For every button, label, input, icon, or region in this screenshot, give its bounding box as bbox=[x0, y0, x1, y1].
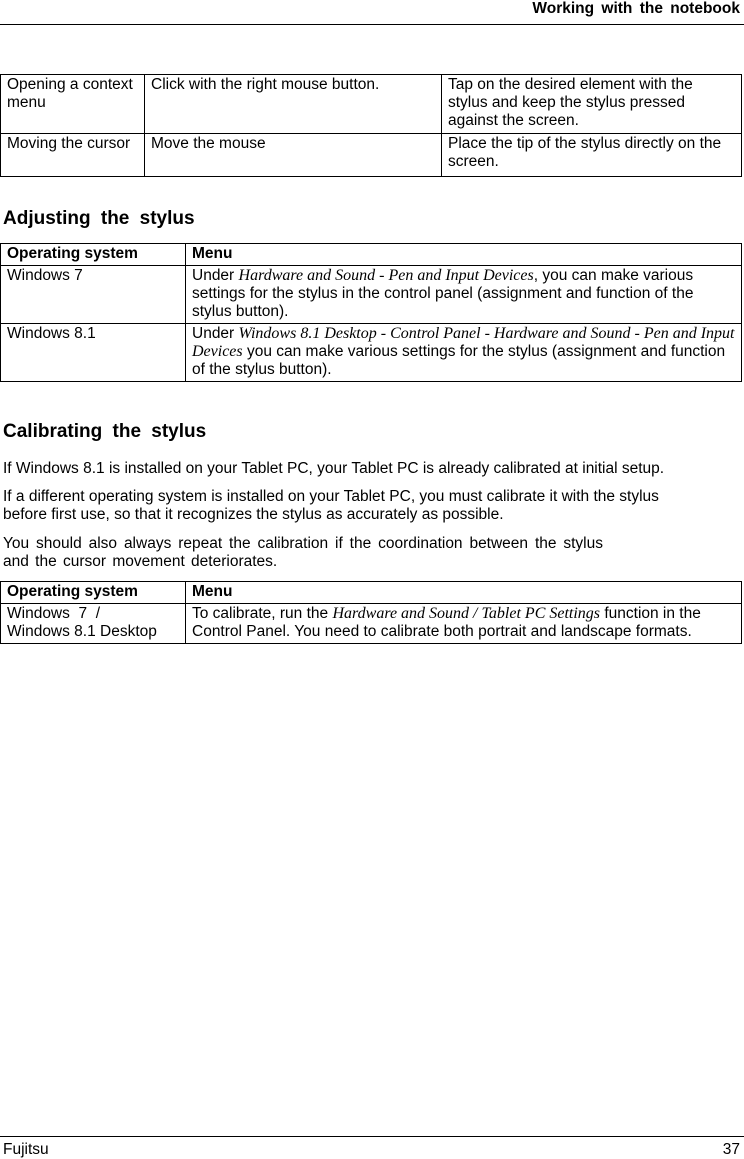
calibrating-table bbox=[0, 581, 742, 644]
section-heading-calibrating: Calibrating the stylus bbox=[3, 421, 207, 442]
menu-text-pre: To calibrate, run the bbox=[192, 605, 333, 622]
menu-text-post: you can make various settings for the stylus (assignment and function of the stylus button). bbox=[192, 343, 726, 378]
menu-path: Hardware and Sound / Tablet PC Settings bbox=[332, 605, 601, 622]
paragraph: If a different operating system is installed on your Tablet PC, you must calibrate it with the stylus before first use, so that it recognizes the stylus as accurately as possible. bbox=[3, 488, 659, 523]
column-header-menu: Menu bbox=[186, 582, 742, 604]
table-row bbox=[1, 75, 742, 134]
menu-cell bbox=[186, 324, 742, 382]
os-cell: Windows 8.1 bbox=[1, 324, 186, 382]
table-header-row bbox=[1, 582, 742, 604]
action-cell: Opening a context menu bbox=[1, 75, 145, 134]
section-heading-adjusting: Adjusting the stylus bbox=[3, 208, 195, 229]
menu-path: Windows 8.1 Desktop - Control Panel - Hardware and Sound - Pen and Input Devices bbox=[192, 325, 735, 360]
footer-rule bbox=[0, 1136, 744, 1137]
table-row bbox=[1, 134, 742, 177]
column-header-os: Operating system bbox=[1, 244, 186, 266]
menu-cell bbox=[186, 604, 742, 644]
header-rule bbox=[0, 24, 744, 25]
os-line: Windows 8.1 Desktop bbox=[7, 623, 157, 640]
actions-table bbox=[0, 74, 742, 177]
paragraph: You should also always repeat the calibration if the coordination between the stylus and the cursor movement deteriorates. bbox=[3, 535, 603, 570]
os-cell bbox=[1, 604, 186, 644]
menu-text-pre: Under bbox=[192, 267, 239, 284]
table-row bbox=[1, 324, 742, 382]
column-header-menu: Menu bbox=[186, 244, 742, 266]
mouse-cell: Click with the right mouse button. bbox=[145, 75, 442, 134]
adjusting-table bbox=[0, 243, 742, 382]
stylus-cell: Place the tip of the stylus directly on the screen. bbox=[442, 134, 742, 177]
footer-brand: Fujitsu bbox=[3, 1141, 49, 1158]
menu-text-post: function in the Control Panel. You need to calibrate both portrait and landscape formats. bbox=[192, 605, 701, 640]
running-title: Working with the notebook bbox=[532, 0, 740, 17]
table-row bbox=[1, 266, 742, 324]
menu-cell bbox=[186, 266, 742, 324]
mouse-cell: Move the mouse bbox=[145, 134, 442, 177]
table-row bbox=[1, 604, 742, 644]
menu-text-pre: Under bbox=[192, 325, 239, 342]
menu-text-post: , you can make various settings for the stylus in the control panel (assignment and function of the stylus button). bbox=[192, 267, 694, 320]
menu-path: Hardware and Sound - Pen and Input Devices bbox=[238, 267, 534, 284]
action-cell: Moving the cursor bbox=[1, 134, 145, 177]
table-header-row bbox=[1, 244, 742, 266]
paragraph: If Windows 8.1 is installed on your Tablet PC, your Tablet PC is already calibrated at initial setup. bbox=[3, 460, 665, 477]
column-header-os: Operating system bbox=[1, 582, 186, 604]
os-line: Windows 7 / bbox=[7, 605, 101, 622]
page-number: 37 bbox=[722, 1141, 740, 1158]
stylus-cell: Tap on the desired element with the stylus and keep the stylus pressed against the screen. bbox=[442, 75, 742, 134]
os-cell: Windows 7 bbox=[1, 266, 186, 324]
